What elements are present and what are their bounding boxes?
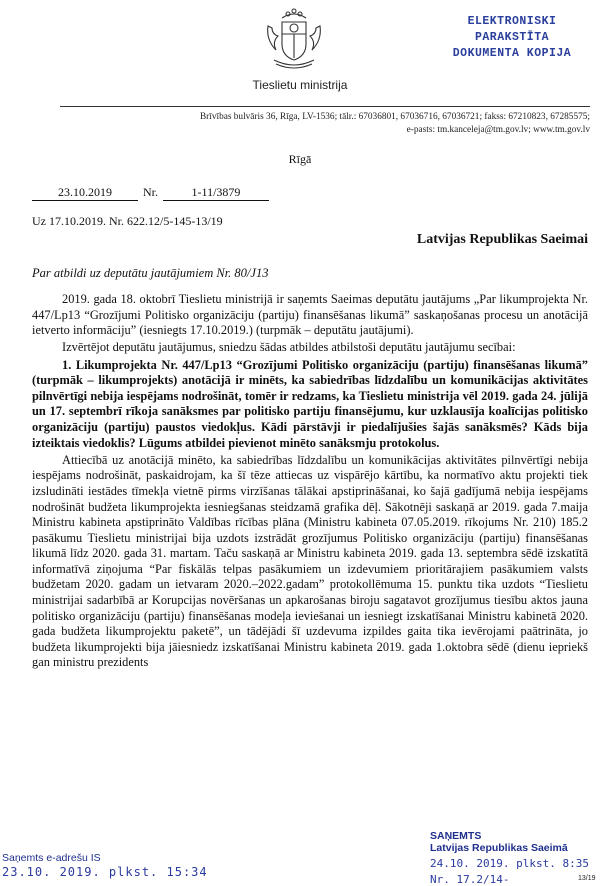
paragraph-1: 2019. gada 18. oktobrī Tieslietu ministrijā ir saņemts Saeimas deputātu jautājums „Par likumprojekta Nr. 447/Lp13 “Grozījumi Politisko organizāciju (partiju) finansēšanas likumā” saskaņošanas procesu un anotācijā ietverto informāciju” (iesniegts 17.10.2019.) (turpmāk – deputātu jautājumi). <box>32 292 588 338</box>
ministry-contacts: e-pasts: tm.kanceleja@tm.gov.lv; www.tm.gov.lv <box>406 124 590 135</box>
document-number <box>163 185 269 201</box>
received-eaddress-label: Saņemts e-adrešu IS <box>2 852 101 864</box>
paragraph-2: Izvērtējot deputātu jautājumus, sniedzu šādas atbildes atbilstoši deputātu jautājumu secībai: <box>62 340 516 355</box>
ministry-address-block <box>60 111 590 136</box>
saeima-received-stamp <box>430 830 600 886</box>
stamp-line-2: DOKUMENTA KOPIJA <box>452 47 572 60</box>
document-number-label: Nr. <box>143 185 158 199</box>
received-stamp-number: Nr. 17.2/14- <box>430 873 510 886</box>
received-stamp-org: Latvijas Republikas Saeimā <box>430 842 568 854</box>
document-date <box>32 185 138 201</box>
question-1: 1. Likumprojekta Nr. 447/Lp13 “Grozījumi Politisko organizāciju (partiju) finansēšanas likumā” (turpmāk – likumprojekts) anotācijā ir minēts, ka sabiedrības līdzdalību un komunikācijas aktivitātes pilnvērtīgi nebija iespējams nodrošināt, tomēr ir redzams, ka Tieslietu ministrija vēl 2019. gada 24. jūlijā un 17. septembrī rīkoja sanāksmes par politisko partiju finansējumu, kur uzklausīja koalīcijas politisko organizāciju (partiju) paustos viedokļus. Kādi pārstāvji ir piedalījušies šajās sanāksmēs? Kāds bija izteiktais viedoklis? Lūgums atbildei pievienot minēto sanāksmju protokolus. <box>32 357 588 450</box>
document-number-value: 1-11/3879 <box>163 185 269 201</box>
paragraph-answer: Attiecībā uz anotācijā minēto, ka sabiedrības līdzdalību un komunikācijas aktivitātes pilnvērtīgi nebija iespējams nodrošināt, paskaidrojam, ka šī tēze attiecas uz vispārējo kārtību, ka normatīvo aktu projekti tiek izsludināti iestādes tīmekļa vietnē pirms virzīšanas tālākai apstiprināšanai, ko šajā gadījumā nebija iespējams nodrošināt budžeta likumprojekta iesniegšanas steidzamā grafika dēļ. Sākotnēji saskaņā ar 2019. gada 7.maija Ministru kabineta apstiprināto Valdības rīcības plāna (Ministru kabineta 07.05.2019. rīkojums Nr. 210) 185.2 pasākumu Tieslietu ministrijai bija uzdots izstrādāt grozījumus Politisko organizāciju (partiju) finansēšanas likumā līdz 2020. gada 31. martam. Taču saskaņā ar Ministru kabineta 2019. gada 13. septembra sēdē izskatītā informatīvā ziņojuma “Par fiskālās telpas pasākumiem un izdevumiem prioritārajiem pasākumiem valsts budžetam 2020. gadam un ietvaram 2020.–2022.gadam” protokollēmuma 15. punktu tika uzdots “Tieslietu ministrijai sadarbībā ar Korupcijas novēršanas un apkarošanas biroju sagatavot grozījumus tiesību aktos jauna politisko organizāciju (partiju) finansēšanas modeļa ieviešanai un iesniegt izskatīšanai Ministru kabinetā 2020. gada budžeta likumprojektu paketē”, un tādējādi šī uzdevuma izpildes gaita tika ievērojami paātrināta, jo budžeta likumprojekti bija jāiesniedz izskatīšanai Ministru kabineta 2019. gada 1.oktobra sēdē (dienu iepriekš gan ministru prezidents <box>32 452 588 670</box>
letter-body <box>32 292 588 673</box>
received-stamp-title: SAŅEMTS <box>430 830 482 842</box>
coat-of-arms-icon <box>262 4 326 72</box>
city: Rīgā <box>288 152 312 166</box>
subject-line: Par atbildi uz deputātu jautājumiem Nr. 80/J13 <box>32 266 269 280</box>
ministry-address: Brīvības bulvāris 36, Rīga, LV-1536; tālr.: 67036801, 67036716, 67036721; fakss: 67210823, 67285575; <box>199 112 590 122</box>
reference-line: Uz 17.10.2019. Nr. 622.12/5-145-13/19 <box>32 214 223 228</box>
received-stamp-date: 24.10. 2019. plkst. 8:35 <box>430 857 589 870</box>
received-eaddress-stamp <box>2 852 212 879</box>
recipient: Latvijas Republikas Saeimai <box>416 232 588 247</box>
electronic-signature-stamp <box>438 14 586 62</box>
header-divider <box>60 106 590 107</box>
stamp-line-1: ELEKTRONISKI PARAKSTĪTA <box>467 15 557 44</box>
received-stamp-suffix: 13/19 <box>578 875 596 882</box>
ministry-name: Tieslietu ministrija <box>252 78 348 92</box>
received-eaddress-handwritten: 23.10. 2019. plkst. 15:34 <box>2 865 208 879</box>
document-date-value: 23.10.2019 <box>32 185 138 201</box>
